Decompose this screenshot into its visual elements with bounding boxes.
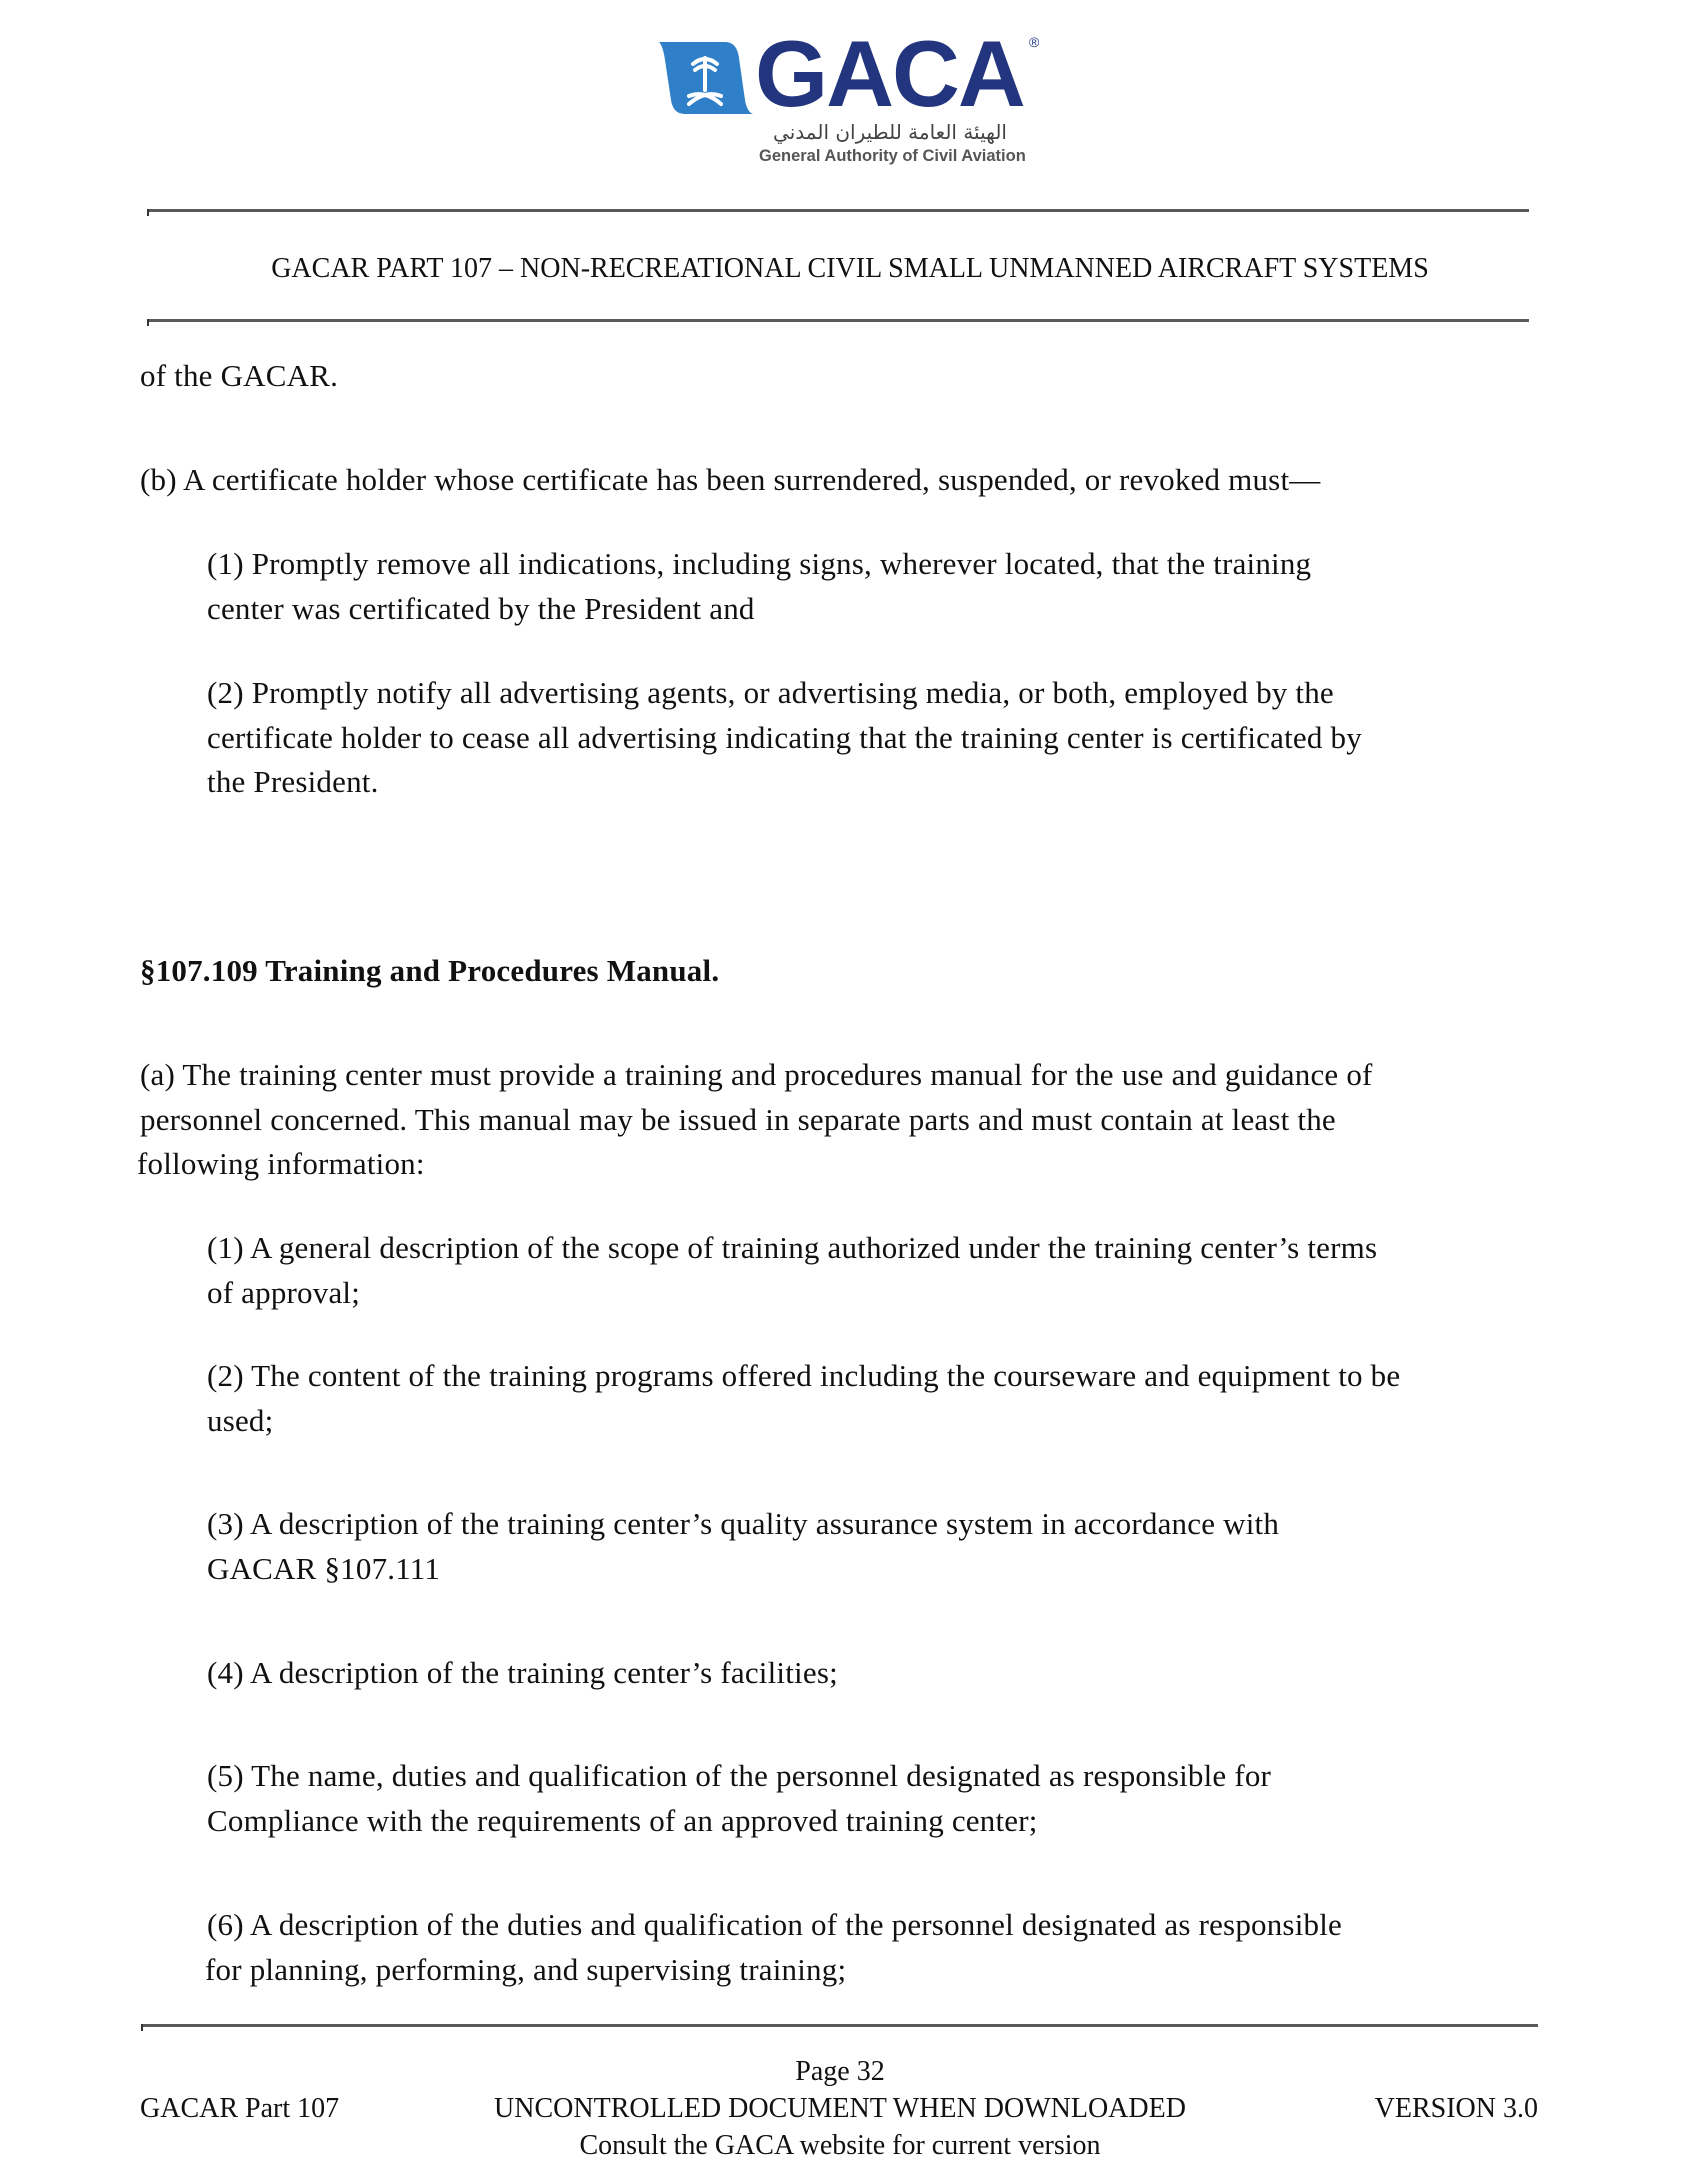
paragraph-b	[140, 458, 1320, 503]
page-number: Page 32	[795, 2056, 885, 2087]
logo-english-name: General Authority of Civil Aviation	[759, 147, 1026, 165]
footer-right: VERSION 3.0	[1374, 2093, 1538, 2124]
text-line: center was certificated by the President and	[207, 590, 755, 626]
text-line: Compliance with the requirements of an approved training center;	[207, 1802, 1038, 1838]
text-line: (3) A description of the training center’s quality assurance system in accordance with	[207, 1506, 1280, 1541]
text-line: GACAR §107.111	[207, 1550, 441, 1586]
list-item-a3	[207, 1502, 1279, 1591]
text-line: of the GACAR.	[140, 358, 339, 393]
list-item-a2	[207, 1354, 1400, 1443]
list-item-a4	[207, 1651, 838, 1696]
text-line: (2) The content of the training programs offered including the courseware and equipment to be	[207, 1358, 1401, 1393]
paragraph-a	[137, 1053, 1373, 1187]
list-item-b2	[207, 671, 1362, 805]
text-line: (4) A description of the training center’s facilities;	[207, 1655, 838, 1690]
text-line: (1) A general description of the scope of training authorized under the training center’s terms	[207, 1230, 1378, 1265]
text-line: of approval;	[207, 1274, 361, 1310]
text-line: for planning, performing, and supervising training;	[205, 1951, 847, 1987]
header-top-rule	[147, 209, 1529, 212]
text-line: following information:	[137, 1146, 425, 1181]
header-title: GACAR PART 107 – NON-RECREATIONAL CIVIL SMALL UNMANNED AIRCRAFT SYSTEMS	[271, 253, 1429, 284]
footer-left: GACAR Part 107	[140, 2093, 340, 2124]
footer-rule	[141, 2024, 1538, 2027]
list-item-a1	[207, 1226, 1377, 1315]
registered-mark: ®	[1029, 34, 1040, 50]
gaca-wing-emblem-icon	[655, 38, 755, 118]
gaca-logo	[655, 21, 1050, 172]
list-item-b1	[207, 542, 1311, 631]
text-line: the President.	[207, 764, 379, 799]
text-line: used;	[207, 1402, 274, 1438]
list-item-a6	[207, 1903, 1342, 1992]
header-bottom-rule	[147, 319, 1529, 322]
text-line: §107.109 Training and Procedures Manual.	[140, 953, 720, 988]
text-line: (5) The name, duties and qualification of the personnel designated as responsible for	[207, 1758, 1272, 1793]
continuation-text	[140, 354, 338, 399]
text-line: (1) Promptly remove all indications, including signs, wherever located, that the training	[207, 546, 1312, 581]
text-line: personnel concerned. This manual may be issued in separate parts and must contain at least the	[140, 1101, 1336, 1137]
logo-arabic-name: الهيئة العامة للطيران المدني	[773, 120, 1007, 144]
logo-brand-text: GACA	[755, 21, 1024, 126]
text-line: (2) Promptly notify all advertising agents, or advertising media, or both, employed by the	[207, 675, 1334, 710]
section-heading	[140, 949, 719, 994]
footer-note: Consult the GACA website for current version	[579, 2130, 1101, 2161]
text-line: certificate holder to cease all advertising indicating that the training center is certificated by	[207, 719, 1362, 755]
list-item-a5	[207, 1754, 1271, 1843]
text-line: (b) A certificate holder whose certificate has been surrendered, suspended, or revoked must—	[140, 462, 1321, 497]
footer-center: UNCONTROLLED DOCUMENT WHEN DOWNLOADED	[494, 2093, 1186, 2124]
text-line: (a) The training center must provide a training and procedures manual for the use and guidance of	[140, 1057, 1373, 1092]
text-line: (6) A description of the duties and qualification of the personnel designated as responsible	[207, 1907, 1342, 1942]
